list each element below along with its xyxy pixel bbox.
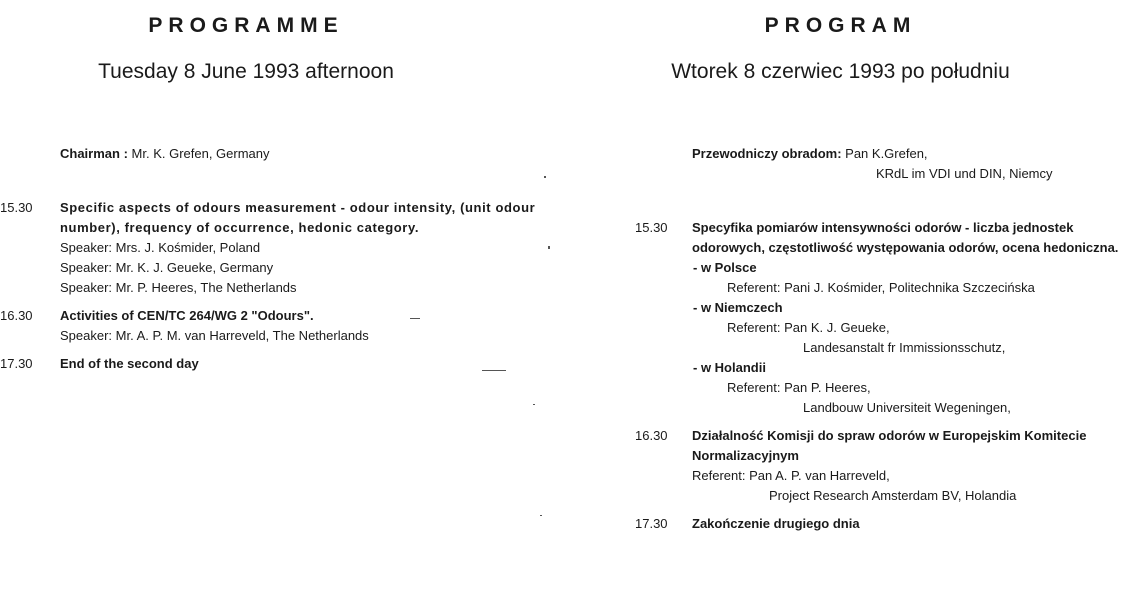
chairman-value: Pan K.Grefen, bbox=[845, 146, 928, 161]
polish-column bbox=[560, 0, 1121, 590]
referent-affiliation: Landbouw Universiteit Wegeningen, bbox=[803, 400, 1011, 415]
session-speaker: Speaker: Mr. P. Heeres, The Netherlands bbox=[60, 280, 297, 295]
session-title: End of the second day bbox=[60, 356, 199, 371]
session-item bbox=[635, 218, 1121, 418]
session-time: 16.30 bbox=[0, 308, 33, 323]
chairman-label: Chairman : bbox=[60, 146, 128, 161]
session-time: 17.30 bbox=[635, 516, 668, 531]
chairman-line bbox=[692, 144, 1053, 184]
country-group: - w Holandii bbox=[693, 360, 766, 375]
date-subheading: Wtorek 8 czerwiec 1993 po południu bbox=[671, 60, 1010, 83]
session-title: Działalność Komisji do spraw odorów w Europejskim Komitecie Normalizacyjnym bbox=[692, 428, 1087, 463]
session-speaker: Speaker: Mr. A. P. M. van Harreveld, The Netherlands bbox=[60, 328, 369, 343]
session-item bbox=[0, 198, 540, 298]
chairman-value: Mr. K. Grefen, Germany bbox=[131, 146, 270, 161]
scan-speck bbox=[533, 404, 535, 405]
chairman-line bbox=[60, 144, 270, 164]
session-title: Zakończenie drugiego dnia bbox=[692, 516, 860, 531]
session-title: Specific aspects of odours measurement - odour intensity, (unit odour number), frequency of occurrence, hedonic category. bbox=[60, 200, 536, 235]
date-subheading: Tuesday 8 June 1993 afternoon bbox=[98, 60, 394, 83]
english-column bbox=[0, 0, 560, 590]
referent-line: Referent: Pan A. P. van Harreveld, bbox=[692, 468, 890, 483]
referent-affiliation: Project Research Amsterdam BV, Holandia bbox=[769, 488, 1017, 503]
session-time: 16.30 bbox=[635, 428, 668, 443]
country-group: - w Polsce bbox=[693, 260, 757, 275]
scan-speck bbox=[548, 246, 550, 249]
session-item bbox=[0, 306, 540, 346]
country-group: - w Niemczech bbox=[693, 300, 783, 315]
session-time: 15.30 bbox=[635, 220, 668, 235]
referent-line: Referent: Pani J. Kośmider, Politechnika Szczecińska bbox=[727, 280, 1035, 295]
session-title: Activities of CEN/TC 264/WG 2 "Odours". bbox=[60, 308, 314, 323]
referent-affiliation: Landesanstalt fr Immissionsschutz, bbox=[803, 340, 1006, 355]
program-heading: PROGRAM bbox=[764, 14, 917, 37]
session-item bbox=[635, 426, 1121, 506]
session-list bbox=[0, 198, 540, 382]
session-time: 15.30 bbox=[0, 200, 33, 215]
scan-speck bbox=[410, 318, 420, 319]
scan-speck bbox=[544, 176, 546, 178]
scan-speck bbox=[540, 515, 542, 516]
session-speaker: Speaker: Mr. K. J. Geueke, Germany bbox=[60, 260, 274, 275]
chairman-label: Przewodniczy obradom: bbox=[692, 146, 842, 161]
referent-line: Referent: Pan K. J. Geueke, bbox=[727, 320, 890, 335]
referent-line: Referent: Pan P. Heeres, bbox=[727, 380, 871, 395]
programme-heading: PROGRAMME bbox=[148, 14, 344, 37]
scan-speck bbox=[482, 370, 506, 371]
session-list bbox=[635, 218, 1121, 542]
chairman-affiliation: KRdL im VDI und DIN, Niemcy bbox=[876, 166, 1053, 181]
session-item bbox=[0, 354, 540, 374]
session-item bbox=[635, 514, 1121, 534]
session-time: 17.30 bbox=[0, 356, 33, 371]
session-title: Specyfika pomiarów intensywności odorów - liczba jednostek odorowych, częstotliwość występowania odorów, ocena hedoniczna. bbox=[692, 220, 1119, 255]
session-speaker: Speaker: Mrs. J. Kośmider, Poland bbox=[60, 240, 261, 255]
